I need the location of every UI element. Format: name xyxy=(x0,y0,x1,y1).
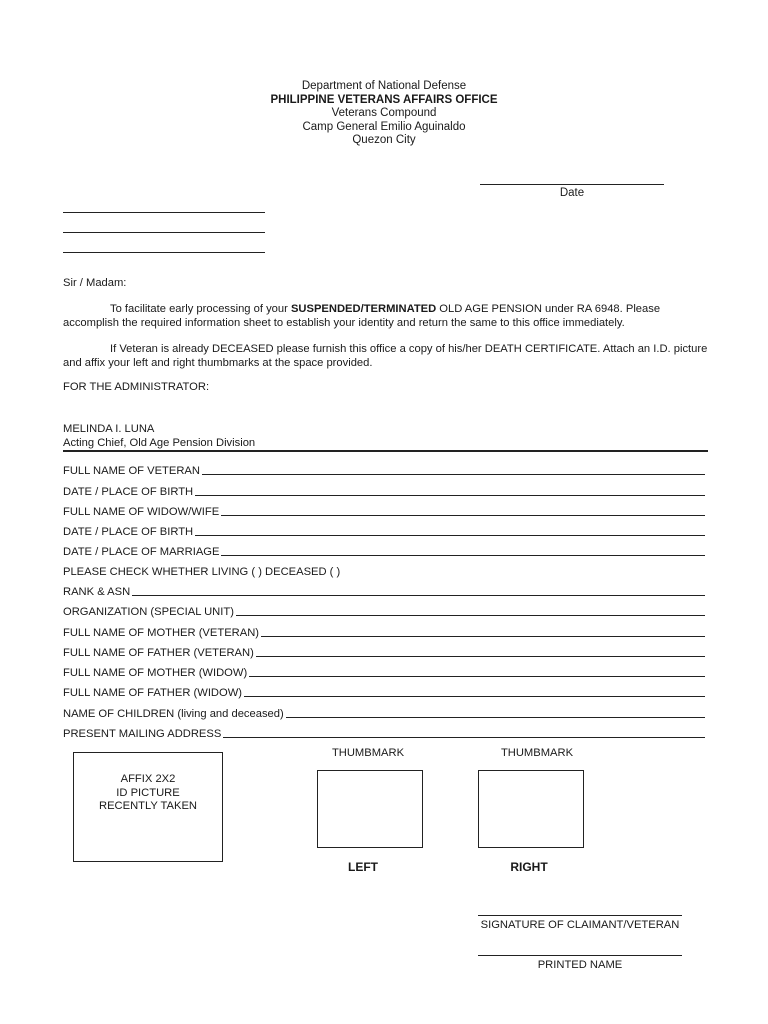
printed-name-block xyxy=(478,955,682,971)
signer-name: MELINDA I. LUNA xyxy=(63,423,155,435)
field-label: DATE / PLACE OF BIRTH xyxy=(63,486,194,498)
field-underline[interactable] xyxy=(223,737,705,738)
right-label: RIGHT xyxy=(510,860,548,874)
field-label: DATE / PLACE OF BIRTH xyxy=(63,526,194,538)
printed-name-label: PRINTED NAME xyxy=(537,959,623,971)
field-rank-asn[interactable] xyxy=(63,584,705,598)
right-thumbmark-box[interactable] xyxy=(478,770,584,848)
photo-box-line-1: AFFIX 2X2 xyxy=(120,773,176,785)
field-label: ORGANIZATION (SPECIAL UNIT) xyxy=(63,606,234,618)
field-label: FULL NAME OF WIDOW/WIFE xyxy=(63,506,220,518)
paragraph-1-start: To facilitate early processing of your xyxy=(110,303,291,315)
field-label: FULL NAME OF MOTHER (VETERAN) xyxy=(63,627,259,639)
signature-line[interactable] xyxy=(478,915,682,916)
paragraph-2: If Veteran is already DECEASED please furnish this office a copy of his/her DEATH CERTIFICATE. Attach an I.D. picture and affix your left and right thumbmarks at the space provided. xyxy=(63,343,708,369)
field-organization[interactable] xyxy=(63,604,705,618)
left-label: LEFT xyxy=(348,860,378,874)
addressee-line-3[interactable] xyxy=(63,252,265,253)
field-marriage[interactable] xyxy=(63,544,705,558)
field-father-widow[interactable] xyxy=(63,685,705,699)
office-name: PHILIPPINE VETERANS AFFAIRS OFFICE xyxy=(270,93,498,106)
paragraph-1-emphasis: SUSPENDED/TERMINATED xyxy=(290,303,437,315)
field-veteran-birth[interactable] xyxy=(63,484,705,498)
field-mother-widow[interactable] xyxy=(63,665,705,679)
field-underline[interactable] xyxy=(202,474,705,475)
signer-block xyxy=(63,423,255,450)
field-label: FULL NAME OF FATHER (WIDOW) xyxy=(63,687,242,699)
paragraph-1 xyxy=(63,302,708,330)
paragraph-1-end: OLD AGE PENSION under RA 6948. Please accomplish the required information sheet to establish your identity and return the same to this office immediately. xyxy=(63,303,661,329)
field-label: FULL NAME OF FATHER (VETERAN) xyxy=(63,647,254,659)
department-line: Department of National Defense xyxy=(301,80,467,92)
field-veteran-name[interactable] xyxy=(63,463,705,477)
signature-block xyxy=(478,915,682,931)
field-label: FULL NAME OF MOTHER (WIDOW) xyxy=(63,667,248,679)
date-label: Date xyxy=(559,187,585,199)
field-label: NAME OF CHILDREN (living and deceased) xyxy=(63,708,284,720)
signature-label: SIGNATURE OF CLAIMANT/VETERAN xyxy=(480,919,680,931)
field-mother-veteran[interactable] xyxy=(63,625,705,639)
field-underline[interactable] xyxy=(286,717,705,718)
date-block xyxy=(480,184,664,199)
date-field-line[interactable] xyxy=(480,184,664,185)
field-underline[interactable] xyxy=(221,515,705,516)
left-thumbmark-box[interactable] xyxy=(317,770,423,848)
field-father-veteran[interactable] xyxy=(63,645,705,659)
field-widow-birth[interactable] xyxy=(63,524,705,538)
compound-line: Veterans Compound xyxy=(331,107,437,119)
field-underline[interactable] xyxy=(249,676,705,677)
field-children[interactable] xyxy=(63,706,705,720)
field-underline[interactable] xyxy=(132,595,705,596)
field-underline[interactable] xyxy=(195,495,705,496)
city-line: Quezon City xyxy=(352,134,416,146)
salutation: Sir / Madam: xyxy=(63,277,127,289)
field-label: RANK & ASN xyxy=(63,586,131,598)
field-underline[interactable] xyxy=(236,615,705,616)
field-mailing-address[interactable] xyxy=(63,726,705,740)
field-underline[interactable] xyxy=(261,636,705,637)
photo-box-line-3: RECENTLY TAKEN xyxy=(98,800,198,812)
living-deceased-check[interactable]: PLEASE CHECK WHETHER LIVING ( ) DECEASED ( ) xyxy=(63,566,341,578)
camp-line: Camp General Emilio Aguinaldo xyxy=(302,120,466,133)
addressee-line-2[interactable] xyxy=(63,232,265,233)
right-thumbmark-label: THUMBMARK xyxy=(500,747,574,759)
for-administrator: FOR THE ADMINISTRATOR: xyxy=(63,381,210,393)
addressee-line-1[interactable] xyxy=(63,212,265,213)
field-widow-name[interactable] xyxy=(63,504,705,518)
id-picture-box[interactable] xyxy=(73,752,223,862)
field-underline[interactable] xyxy=(221,555,705,556)
printed-name-line[interactable] xyxy=(478,955,682,956)
letterhead xyxy=(0,80,768,148)
field-label: FULL NAME OF VETERAN xyxy=(63,465,200,477)
section-divider xyxy=(63,450,708,452)
photo-box-line-2: ID PICTURE xyxy=(116,786,180,799)
field-underline[interactable] xyxy=(195,535,705,536)
left-thumbmark-label: THUMBMARK xyxy=(331,747,405,759)
field-underline[interactable] xyxy=(256,656,705,657)
field-underline[interactable] xyxy=(244,696,705,697)
field-label: DATE / PLACE OF MARRIAGE xyxy=(63,546,220,558)
signer-title: Acting Chief, Old Age Pension Division xyxy=(63,436,256,449)
field-label: PRESENT MAILING ADDRESS xyxy=(63,728,222,740)
